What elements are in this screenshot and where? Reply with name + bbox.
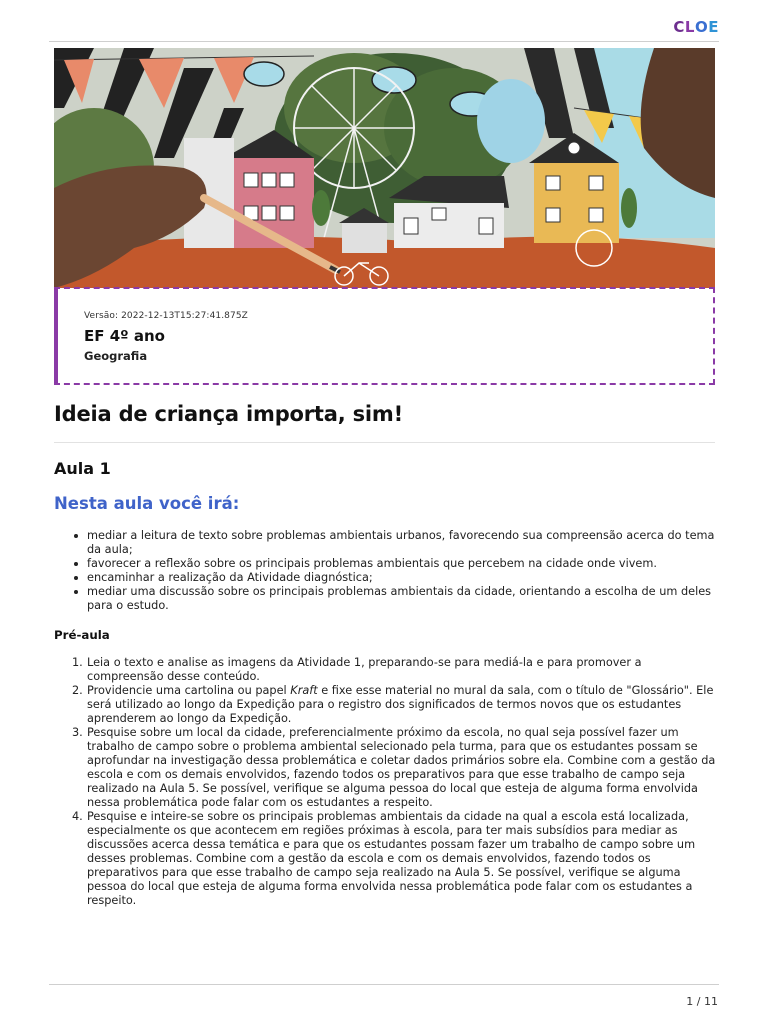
- steps-list: [54, 656, 716, 908]
- subject-label: Geografia: [84, 349, 148, 363]
- step-number: 2.: [72, 684, 83, 697]
- list-item: [54, 726, 716, 810]
- logo-letter: O: [694, 18, 709, 36]
- title-divider: [54, 442, 715, 443]
- step-number: 4.: [72, 810, 83, 823]
- step-text: Leia o texto e analise as imagens da Atividade 1, preparando-se para mediá-la e para promover a compreensão desse conteúdo.: [87, 656, 642, 683]
- step-text-italic: Kraft: [290, 684, 318, 697]
- goals-list: [54, 529, 716, 613]
- cloe-logo: [673, 18, 719, 36]
- list-item: [54, 656, 716, 684]
- list-item: [54, 684, 716, 726]
- page-number: 1 / 11: [686, 995, 718, 1008]
- list-item: encaminhar a realização da Atividade diagnóstica;: [54, 571, 716, 585]
- list-item: mediar uma discussão sobre os principais problemas ambientais da cidade, orientando a escolha de um deles para o estudo.: [54, 585, 716, 613]
- step-text: Pesquise e inteire-se sobre os principais problemas ambientais da cidade na qual a escola está localizada, especialmente os que acontecem em regiões próximas à escola, para ter mais subsídios para mediar as discussões acerca dessa temática e para que os estudantes possam fazer um trabalho de campo sobre um desses problemas. Combine com a gestão da escola e com os demais envolvidos, fazendo todos os preparativos para que esse trabalho de campo seja realizado na Aula 5. Se possível, verifique se alguma pessoa do local que esteja de alguma forma envolvida nessa problemática pode falar com os estudantes a respeito.: [87, 810, 696, 907]
- step-text: Providencie uma cartolina ou papel: [87, 684, 291, 697]
- footer-divider: [49, 984, 719, 985]
- header-divider: [49, 41, 719, 42]
- page-title: Ideia de criança importa, sim!: [54, 402, 403, 426]
- step-number: 1.: [72, 656, 83, 669]
- step-text: Pesquise sobre um local da cidade, preferencialmente próximo da escola, no qual seja possível fazer um trabalho de campo sobre o problema ambiental selecionado pela turma, para que os estudantes possam se aprofundar na investigação dessa problemática e coletar dados primários sobre ela. Combine com a gestão da escola e com os demais envolvidos, fazendo todos os preparativos para que esse trabalho de campo seja realizado na Aula 5. Se possível, verifique se alguma pessoa do local que esteja de alguma forma envolvida nessa problemática pode falar com os estudantes a respeito.: [87, 726, 716, 809]
- list-item: mediar a leitura de texto sobre problemas ambientais urbanos, favorecendo sua compreensão acerca do tema da aula;: [54, 529, 716, 557]
- banner-image: [54, 48, 715, 288]
- list-item: [54, 810, 716, 908]
- version-label: Versão: 2022-12-13T15:27:41.875Z: [84, 311, 248, 321]
- grade-label: EF 4º ano: [84, 327, 165, 345]
- logo-letter: E: [708, 18, 719, 36]
- step-text: e fixe esse material no mural da sala, com o título de "Glossário". Ele será utilizado ao longo da Expedição para o registro dos significados de termos novos que os estudantes aprenderem ao longo da Expedição.: [87, 684, 714, 725]
- pre-aula-heading: Pré-aula: [54, 628, 110, 642]
- lesson-heading: Aula 1: [54, 459, 111, 478]
- step-number: 3.: [72, 726, 83, 739]
- city-illustration-icon: [54, 48, 715, 288]
- goals-heading: Nesta aula você irá:: [54, 494, 240, 513]
- logo-letter: L: [684, 18, 695, 36]
- list-item: favorecer a reflexão sobre os principais problemas ambientais que percebem na cidade onde vivem.: [54, 557, 716, 571]
- lesson-meta-box: [54, 287, 715, 385]
- logo-letter: C: [673, 18, 685, 36]
